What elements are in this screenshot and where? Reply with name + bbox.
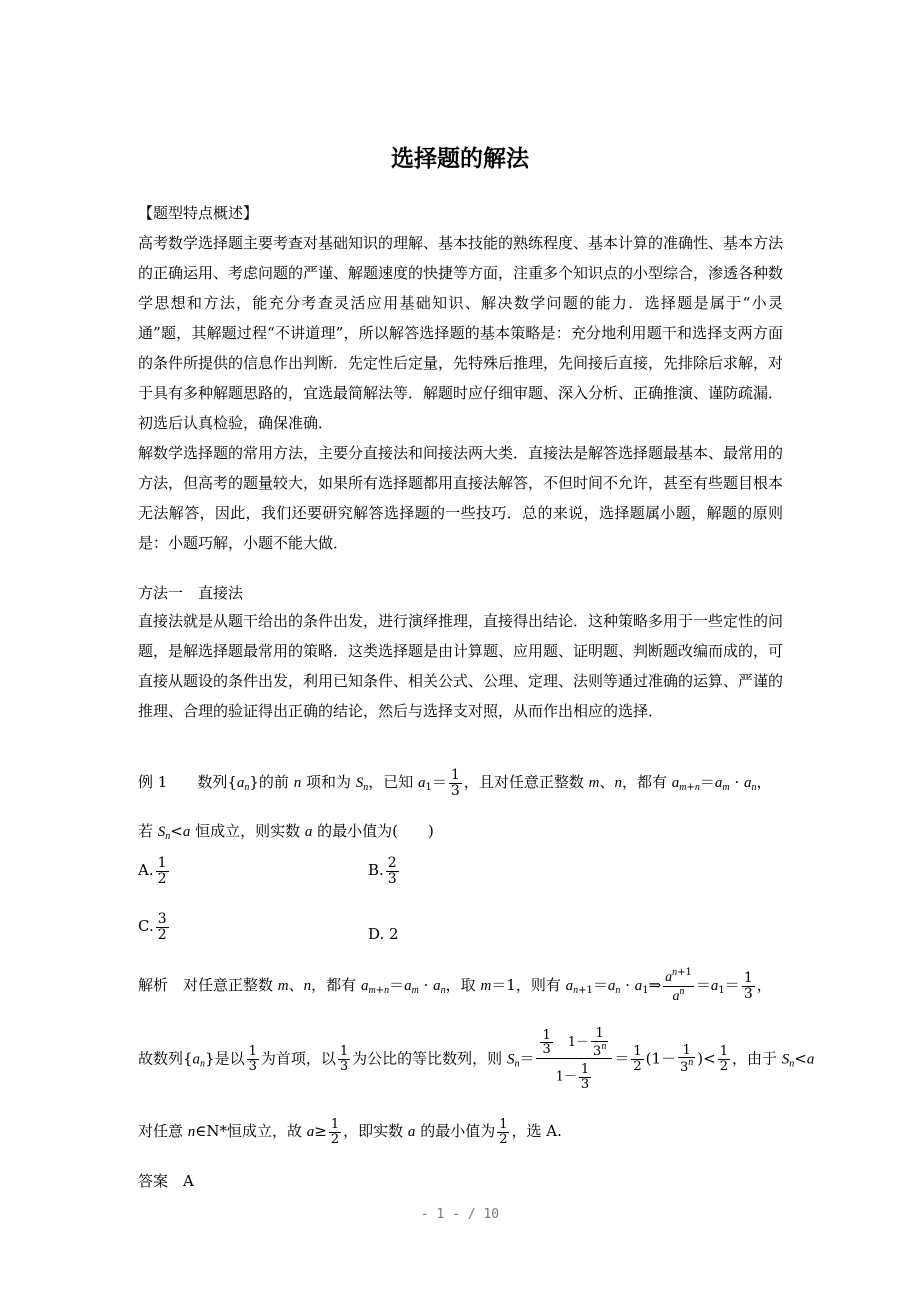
section-heading: 【题型特点概述】 (138, 204, 259, 222)
method-heading: 方法一 直接法 (138, 584, 244, 602)
solution-line-1: 解析 对任意正整数 m、n，都有 $a_{m+n}=a_m \cdot a_n$，取 m＝1，则有 $a_{n+1}=a_n$ · $a_1\Rightarrow$ $\frac{a^{n+1}}{a^n}$ $=a_1=$ $\frac{1}{3}$ ， (138, 967, 772, 1004)
example-line-2: 若 $S_n<a$ 恒成立，则实数 a 的最小值为( ) (138, 822, 434, 842)
answer-label: 答案 (138, 1172, 169, 1190)
option-b: B. $\frac{2}{3}$ (368, 855, 397, 887)
page-number: - 1 - / 10 (420, 1207, 500, 1222)
example-line-1: 例 1 数列$\{a_n\}$的前 n 项和为 $S_n$，已知 $a_1=$ $\frac{1}{3}$ ，且对任意正整数 m、n，都有 $a_{m+n}=a_m \cdot a_n$， (138, 767, 772, 799)
intro-paragraph-2: 解数学选择题的常用方法，主要分直接法和间接法两大类．直接法是解答选择题最基本、最常用的方法，但高考的题量较大，如果所有选择题都用直接法解答，不但时间不允许，甚至有些题目根本无法解答，因此，我们还要研究解答选择题的一些技巧．总的来说，选择题属小题，解题的原则是：小题巧解，小题不能大做． (138, 444, 784, 552)
solution-line-3: 对任意 n∈N*恒成立，故 a≥ $\frac{1}{2}$ ，即实数 a 的最小值为 $\frac{1}{2}$ ，选 A. (138, 1117, 562, 1147)
fraction-one-third: $\frac{1}{3}$ (450, 767, 460, 799)
solution-label: 解析 (138, 976, 169, 995)
solution-line-2: 故数列$\{a_n\}$是以 $\frac{1}{3}$ 为首项，以 $\frac{1}{3}$ 为公比的等比数列，则 $S_n=$ $\frac{1}{3}$ 1－ $\frac{1}{3^n}$ 1－ $\frac{1}{3}$ ＝ $\frac{1}{2}$ (1－ $\frac{1}{3^n}$ )< $\frac{1}{2}$ ，由于 $S_n<a$ (138, 1026, 815, 1092)
method-block (138, 606, 783, 726)
answer-line (138, 1170, 194, 1191)
option-a: A. $\frac{1}{2}$ (138, 855, 167, 887)
option-d: D. 2 (368, 925, 399, 943)
sum-fraction: $\frac{1}{3}$ 1－ $\frac{1}{3^n}$ 1－ $\frac{1}{3}$ (536, 1027, 612, 1092)
option-c: C. $\frac{3}{2}$ (138, 911, 167, 943)
intro-paragraph-1: 高考数学选择题主要考查对基础知识的理解、基本技能的熟练程度、基本计算的准确性、基本方法的正确运用、考虑问题的严谨、解题速度的快捷等方面，注重多个知识点的小型综合，渗透各种数学思想和方法，能充分考查灵活应用基础知识、解决数学问题的能力．选择题是属于“小灵通”题，其解题过程“不讲道理”，所以解答选择题的基本策略是：充分地利用题干和选择支两方面的条件所提供的信息作出判断．先定性后定量，先特殊后推理，先间接后直接，先排除后求解，对于具有多种解题思路的，宜选最简解法等．解题时应仔细审题、深入分析、正确推演、谨防疏漏．初选后认真检验，确保准确． (138, 234, 784, 432)
example-label: 例 1 (138, 773, 168, 792)
page-title: 选择题的解法 (391, 146, 529, 172)
intro-block (138, 228, 783, 558)
method-paragraph: 直接法就是从题干给出的条件出发，进行演绎推理，直接得出结论．这种策略多用于一些定性的问题，是解选择题最常用的策略．这类选择题是由计算题、应用题、证明题、判断题改编而成的，可直接从题设的条件出发，利用已知条件、相关公式、公理、定理、法则等通过准确的运算、严谨的推理、合理的验证得出正确的结论，然后与选择支对照，从而作出相应的选择． (138, 612, 784, 720)
answer-value: A (183, 1172, 194, 1190)
